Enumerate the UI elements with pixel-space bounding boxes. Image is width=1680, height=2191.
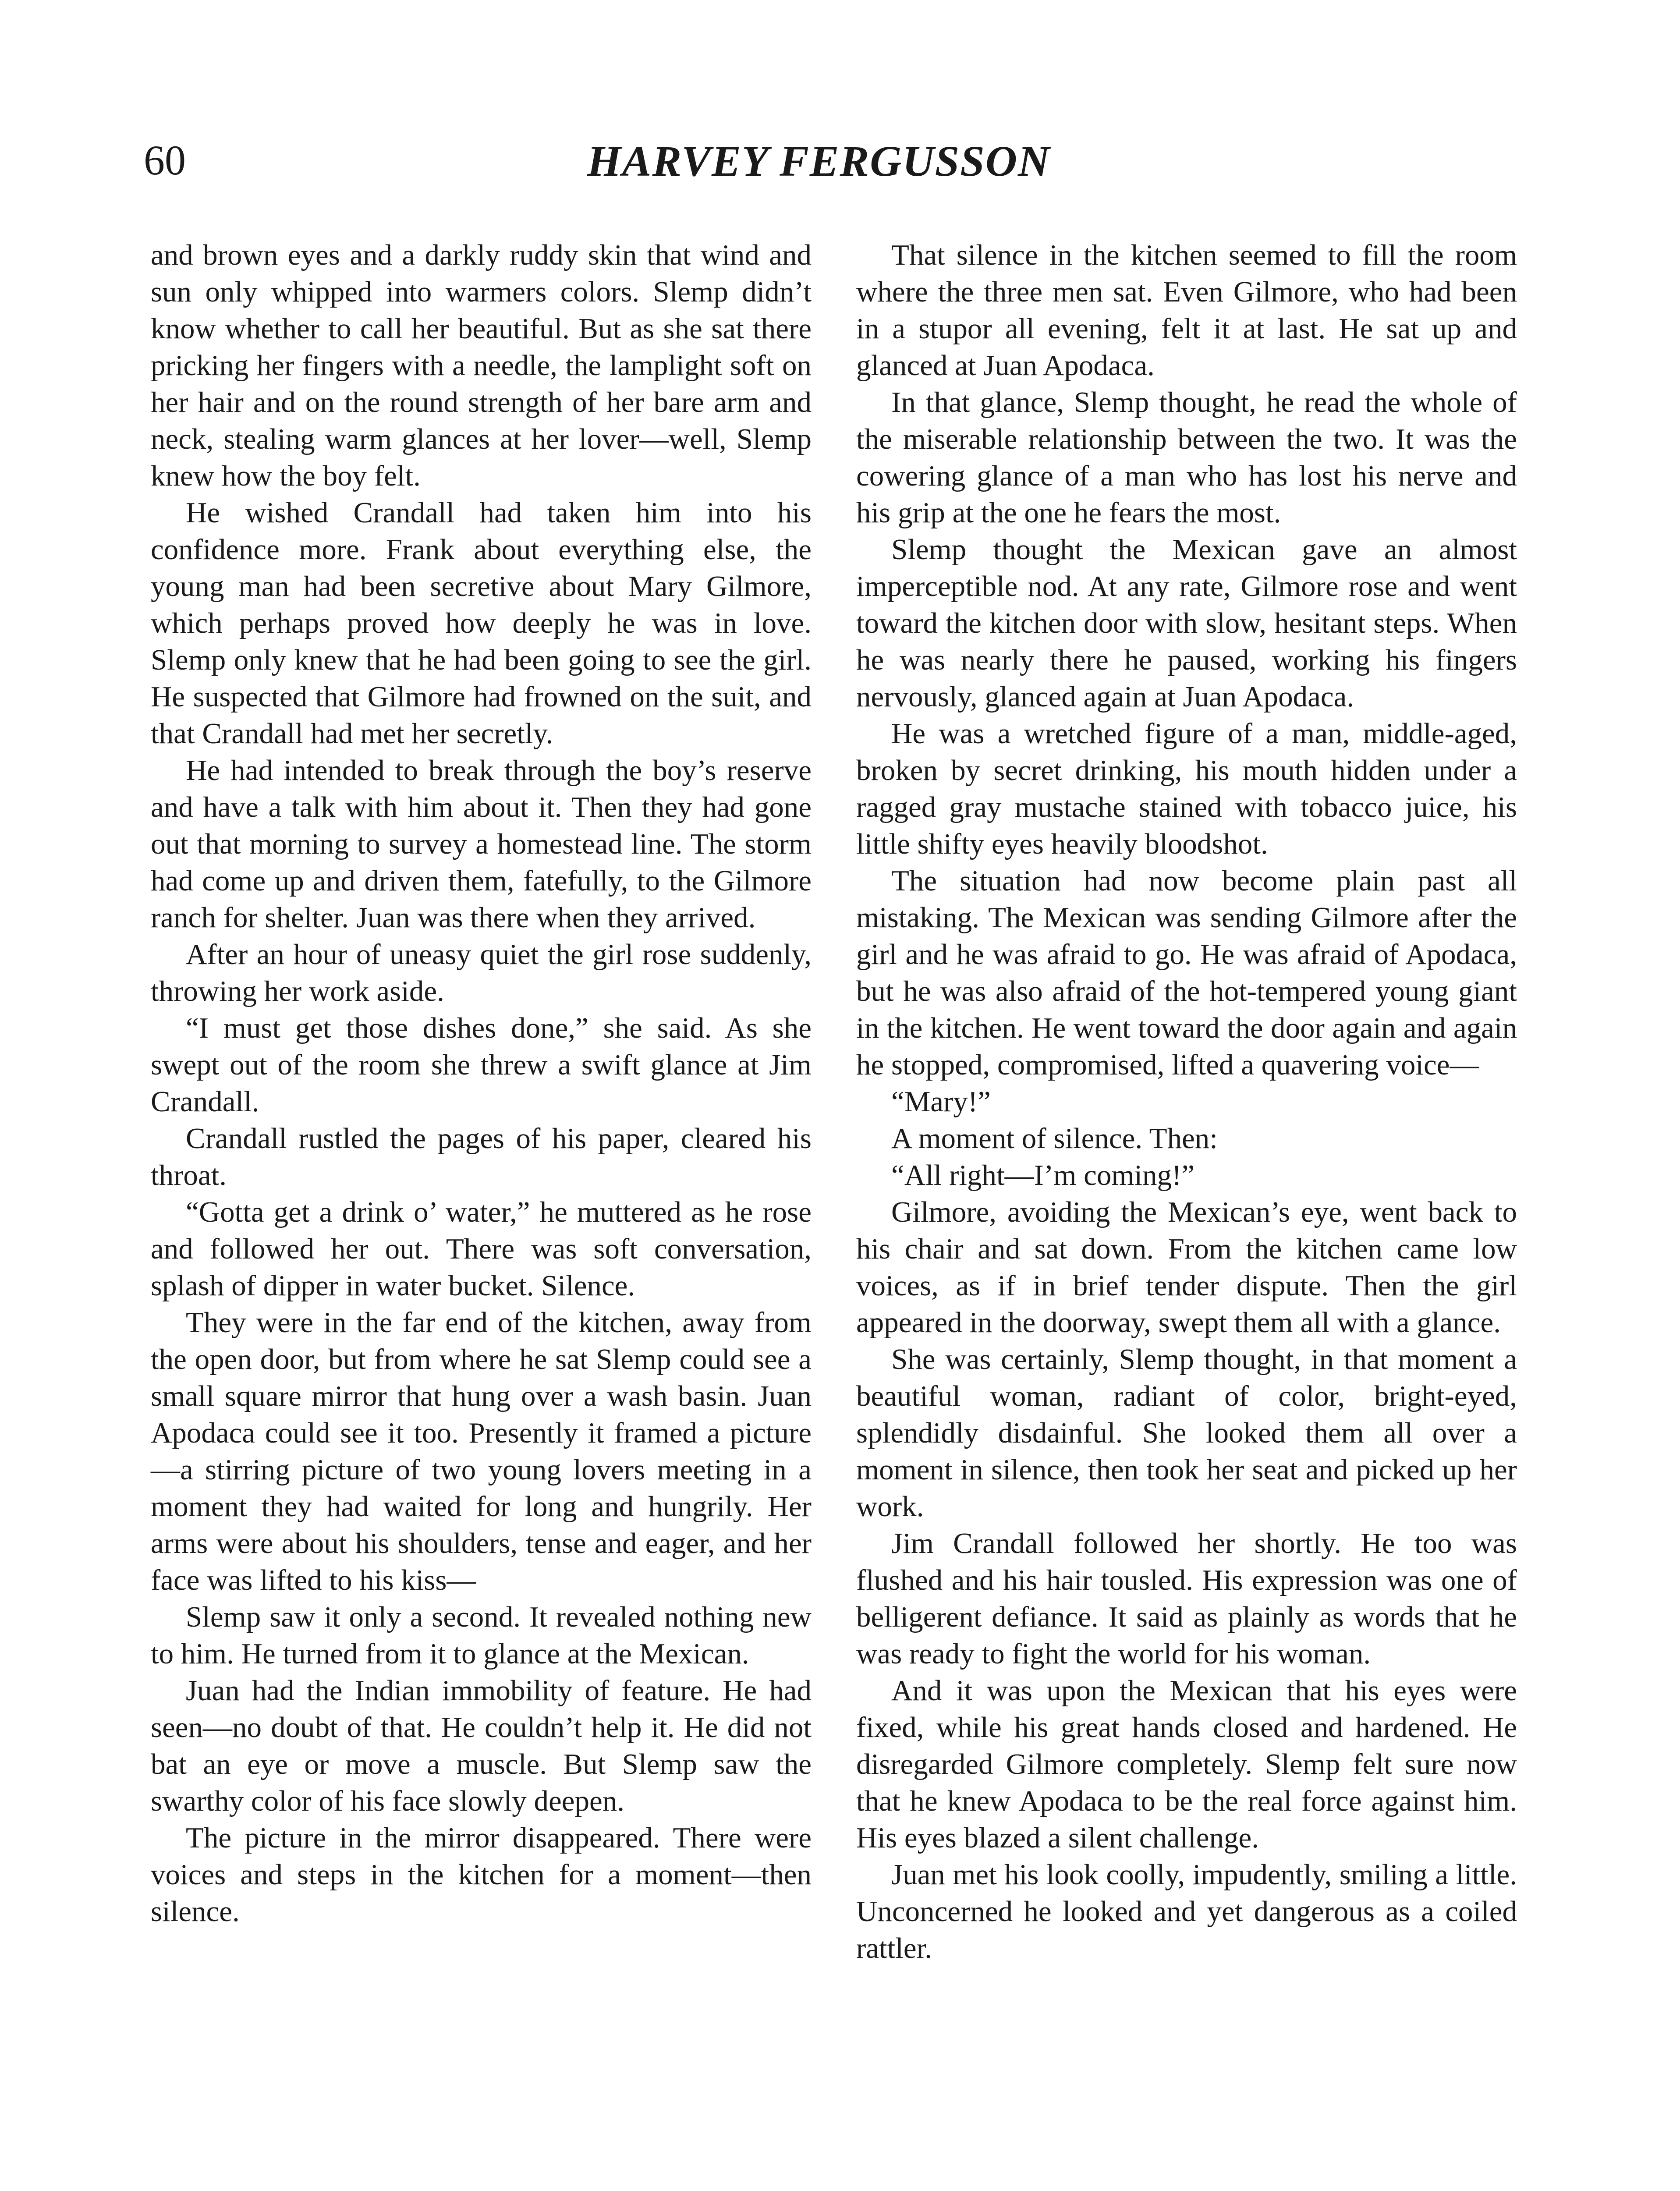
paragraph: She was certainly, Slemp thought, in that moment a beautiful woman, radiant of color, bright-eyed, splendidly disdainful. She looked them all over a moment in silence, then took her seat and picked up her work. (856, 1343, 1517, 1523)
left-column (151, 237, 812, 1930)
paragraph: “I must get those dishes done,” she said. As she swept out of the room she threw a swift glance at Jim Crandall. (151, 1012, 812, 1118)
right-column (856, 237, 1517, 1967)
paragraph: A moment of silence. Then: (891, 1122, 1218, 1155)
paragraph: “All right—I’m coming!” (891, 1159, 1195, 1191)
paragraph: Juan met his look coolly, impudently, smiling a little. Unconcerned he looked and yet dangerous as a coiled rattler. (856, 1858, 1517, 1964)
paragraph: Juan had the Indian immobility of feature. He had seen—no doubt of that. He couldn’t help it. He did not bat an eye or move a muscle. But Slemp saw the swarthy color of his face slowly deepen. (151, 1674, 812, 1817)
paragraph: He wished Crandall had taken him into his confidence more. Frank about everything else, the young man had been secretive about Mary Gilmore, which perhaps proved how deeply he was in love. Slemp only knew that he had been going to see the girl. He suspected that Gilmore had frowned on the suit, and that Crandall had met her secretly. (151, 496, 812, 750)
paragraph: He was a wretched figure of a man, middle-aged, broken by secret drinking, his mouth hidden under a ragged gray mustache stained with tobacco juice, his little shifty eyes heavily bloodshot. (856, 717, 1517, 860)
page-number: 60 (144, 137, 186, 184)
paragraph: After an hour of uneasy quiet the girl rose suddenly, throwing her work aside. (151, 938, 812, 1007)
paragraph: In that glance, Slemp thought, he read the whole of the miserable relationship between the two. It was the cowering glance of a man who has lost his nerve and his grip at the one he fears the most. (856, 386, 1517, 529)
paragraph: “Mary!” (891, 1085, 991, 1118)
paragraph: Jim Crandall followed her shortly. He too was flushed and his hair tousled. His expression was one of belligerent defiance. It said as plainly as words that he was ready to fight the world for his woman. (856, 1527, 1517, 1670)
paragraph: Slemp saw it only a second. It revealed nothing new to him. He turned from it to glance at the Mexican. (151, 1601, 812, 1670)
paragraph: Crandall rustled the pages of his paper, cleared his throat. (151, 1122, 812, 1191)
paragraph: They were in the far end of the kitchen, away from the open door, but from where he sat Slemp could see a small square mirror that hung over a wash basin. Juan Apodaca could see it too. Presently it framed a picture—a stirring picture of two young lovers meeting in a moment they had waited for long and hungrily. Her arms were about his shoulders, tense and eager, and her face was lifted to his kiss— (151, 1306, 812, 1596)
paragraph: That silence in the kitchen seemed to fill the room where the three men sat. Even Gilmore, who had been in a stupor all evening, felt it at last. He sat up and glanced at Juan Apodaca. (856, 239, 1517, 382)
paragraph: The situation had now become plain past all mistaking. The Mexican was sending Gilmore after the girl and he was afraid to go. He was afraid of Apodaca, but he was also afraid of the hot-tempered young giant in the kitchen. He went toward the door again and again he stopped, compromised, lifted a quavering voice— (856, 865, 1517, 1081)
paragraph: Slemp thought the Mexican gave an almost imperceptible nod. At any rate, Gilmore rose and went toward the kitchen door with slow, hesitant steps. When he was nearly there he paused, working his fingers nervously, glanced again at Juan Apodaca. (856, 533, 1517, 713)
running-head: HARVEY FERGUSSON (587, 137, 1051, 185)
paragraph: Gilmore, avoiding the Mexican’s eye, went back to his chair and sat down. From the kitchen came low voices, as if in brief tender dispute. Then the girl appeared in the doorway, swept them all with a glance. (856, 1196, 1517, 1339)
paragraph: “Gotta get a drink o’ water,” he muttered as he rose and followed her out. There was soft conversation, splash of dipper in water bucket. Silence. (151, 1196, 812, 1302)
paragraph: And it was upon the Mexican that his eyes were fixed, while his great hands closed and hardened. He disregarded Gilmore completely. Slemp felt sure now that he knew Apodaca to be the real force against him. His eyes blazed a silent challenge. (856, 1674, 1517, 1854)
paragraph: He had intended to break through the boy’s reserve and have a talk with him about it. Then they had gone out that morning to survey a homestead line. The storm had come up and driven them, fatefully, to the Gilmore ranch for shelter. Juan was there when they arrived. (151, 754, 812, 934)
paragraph: The picture in the mirror disappeared. There were voices and steps in the kitchen for a moment—then silence. (151, 1822, 812, 1928)
paragraph: and brown eyes and a darkly ruddy skin that wind and sun only whipped into warmers colors. Slemp didn’t know whether to call her beautiful. But as she sat there pricking her fingers with a needle, the lamplight soft on her hair and on the round strength of her bare arm and neck, stealing warm glances at her lover—well, Slemp knew how the boy felt. (151, 239, 812, 492)
